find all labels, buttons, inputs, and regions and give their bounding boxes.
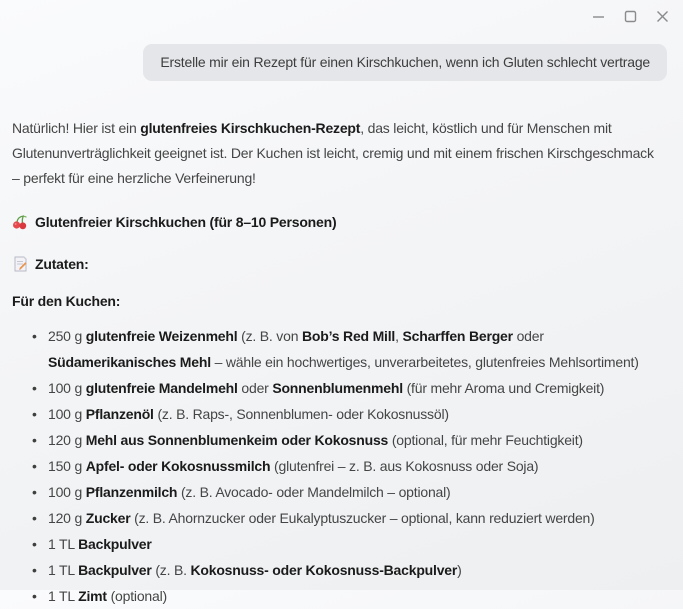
memo-icon: [12, 256, 28, 272]
list-item: • 150 g Apfel- oder Kokosnussmilch (glutenfrei – z. B. aus Kokosnuss oder Soja): [48, 453, 659, 479]
list-item: • 100 g Pflanzenmilch (z. B. Avocado- oder Mandelmilch – optional): [48, 479, 659, 505]
ingredients-heading: [12, 254, 659, 274]
list-item: • 250 g glutenfreie Weizenmehl (z. B. von Bob’s Red Mill, Scharffen Berger oder Südamerikanisches Mehl – wähle ein hochwertiges, unverarbeitetes, glutenfreies Mehlsortiment): [48, 323, 659, 375]
cake-subheading: Für den Kuchen:: [12, 293, 121, 309]
list-item: • 1 TL Backpulver (z. B. Kokosnuss- oder Kokosnuss-Backpulver): [48, 557, 659, 583]
list-item: • 1 TL Backpulver: [48, 531, 659, 557]
ingredients-list: [12, 323, 659, 609]
list-item: • 120 g Mehl aus Sonnenblumenkeim oder Kokosnuss (optional, für mehr Feuchtigkeit): [48, 427, 659, 453]
user-message-text: Erstelle mir ein Rezept für einen Kirschkuchen, wenn ich Gluten schlecht vertrage: [160, 54, 650, 70]
maximize-icon: [624, 10, 637, 23]
assistant-intro-paragraph: Natürlich! Hier ist ein glutenfreies Kirschkuchen-Rezept, das leicht, köstlich und für Menschen mit Glutenunverträglichkeit geeignet ist. Der Kuchen ist leicht, cremig und mit einem frischen Kirschgeschmack – perfekt für eine herzliche Verfeinerung!: [12, 120, 654, 186]
user-message-bubble: [143, 44, 667, 81]
maximize-button[interactable]: [620, 8, 640, 24]
recipe-title-heading: [12, 212, 659, 232]
user-message-row: [12, 44, 667, 81]
window-titlebar: [0, 0, 683, 30]
minimize-icon: [592, 10, 605, 23]
list-item: • 100 g glutenfreie Mandelmehl oder Sonnenblumenmehl (für mehr Aroma und Cremigkeit): [48, 375, 659, 401]
list-item: • 1 TL Zimt (optional): [48, 583, 659, 609]
list-item: • 120 g Zucker (z. B. Ahornzucker oder Eukalyptuszucker – optional, kann reduziert werden): [48, 505, 659, 531]
assistant-message: [12, 116, 671, 609]
list-item: • 100 g Pflanzenöl (z. B. Raps-, Sonnenblumen- oder Kokosnussöl): [48, 401, 659, 427]
close-icon: [656, 10, 669, 23]
minimize-button[interactable]: [588, 8, 608, 24]
close-button[interactable]: [652, 8, 672, 24]
window-controls: [588, 8, 672, 24]
recipe-title-text: Glutenfreier Kirschkuchen (für 8–10 Personen): [35, 214, 337, 230]
ingredients-heading-text: Zutaten:: [35, 256, 89, 272]
chat-area: [0, 44, 683, 609]
cherries-icon: [12, 214, 28, 230]
